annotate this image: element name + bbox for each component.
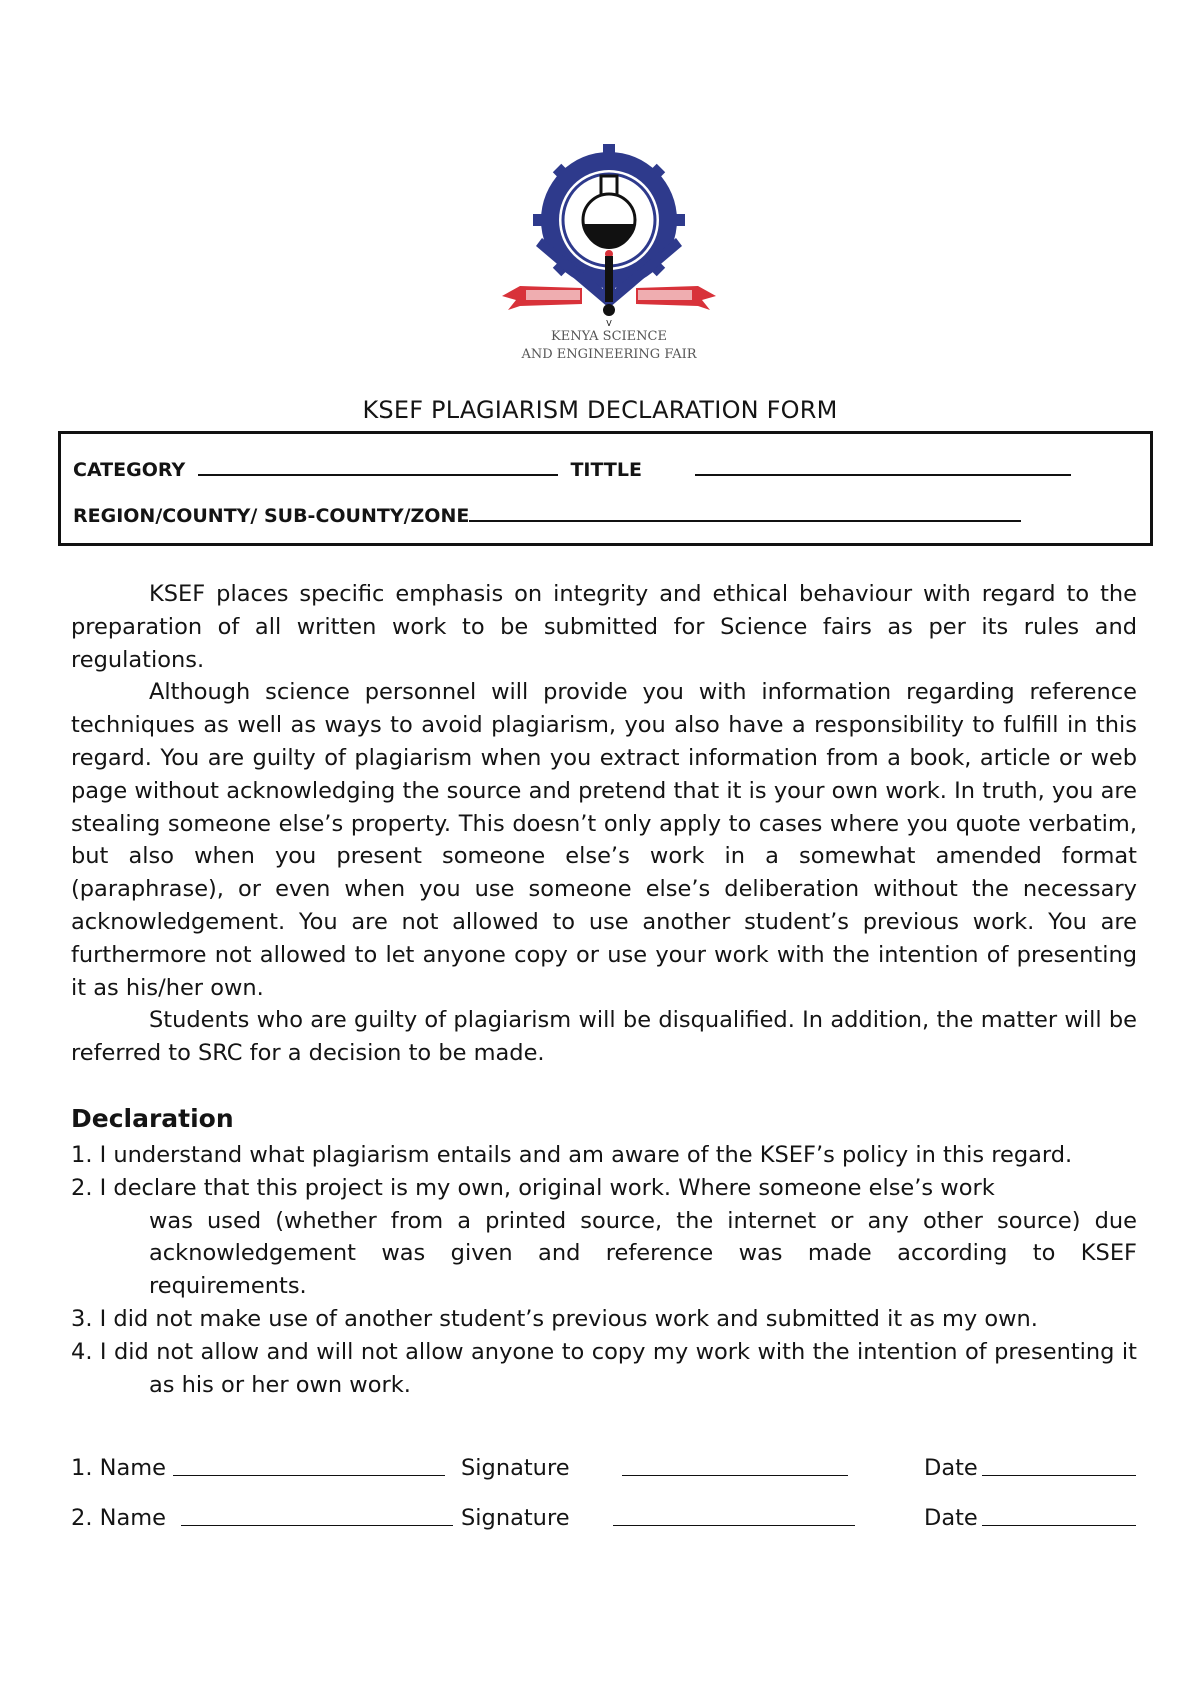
name-input-line-2[interactable] [181, 1505, 453, 1526]
ksef-logo [496, 138, 722, 366]
title-label: TITTLE [570, 459, 642, 481]
declaration-item-4: 4. I did not allow and will not allow anyone to copy my work with the intention of presenting it as his or her own work. [71, 1338, 1137, 1398]
declaration-item-2-first: 2. I declare that this project is my own, original work. Where someone else’s work [71, 1174, 995, 1201]
paragraph-1: KSEF places specific emphasis on integrity and ethical behaviour with regard to the preparation of all written work to be submitted for Science fairs as per its rules and regulations. [71, 581, 1137, 673]
date-label-2: Date [924, 1505, 978, 1531]
signature-input-line-1[interactable] [622, 1455, 848, 1476]
region-label: REGION/COUNTY/ SUB-COUNTY/ZONE [73, 505, 470, 527]
form-title: KSEF PLAGIARISM DECLARATION FORM [362, 396, 838, 424]
signature-label-1: Signature [461, 1455, 570, 1481]
info-box [58, 431, 1153, 546]
paragraph-3: Students who are guilty of plagiarism will be disqualified. In addition, the matter will be referred to SRC for a decision to be made. [71, 1007, 1137, 1067]
declaration-item-2-rest: was used (whether from a printed source, the internet or any other source) due acknowledgement was given and reference was made according to KSEF requirements. [149, 1207, 1137, 1300]
category-title-row [73, 456, 1071, 481]
category-label: CATEGORY [73, 459, 186, 481]
date-input-line-2[interactable] [982, 1505, 1136, 1526]
paragraph-2: Although science personnel will provide you with information regarding reference techniques as well as ways to avoid plagiarism, you also have a responsibility to fulfill in this regard. You are guilty of plagiarism when you extract information from a book, article or web page without acknowledging the source and pretend that it is your own work. In truth, you are stealing someone else’s property. This doesn’t only apply to cases where you quote verbatim, but also when you present someone else’s work in a somewhat amended format (paraphrase), or even when you use someone else’s deliberation without the necessary acknowledgement. You are not allowed to use another student’s previous work. You are furthermore not allowed to let anyone copy or use your work with the intention of presenting it as his/her own. [71, 679, 1137, 1001]
svg-text:ᐯ: ᐯ [606, 319, 612, 328]
declaration-item-3: 3. I did not make use of another student’s previous work and submitted it as my own. [71, 1305, 1038, 1332]
name-label-2: 2. Name [71, 1505, 166, 1531]
declaration-item-2 [71, 1172, 1137, 1303]
title-input-line[interactable] [695, 456, 1071, 476]
ksef-emblem [496, 138, 722, 366]
category-input-line[interactable] [198, 456, 558, 476]
declaration-item-1: 1. I understand what plagiarism entails and am aware of the KSEF’s policy in this regard. [71, 1142, 1073, 1168]
logo-text-line2: AND ENGINEERING FAIR [521, 347, 697, 362]
signature-input-line-2[interactable] [613, 1505, 855, 1526]
date-label-1: Date [924, 1455, 978, 1481]
date-input-line-1[interactable] [982, 1455, 1136, 1476]
name-label-1: 1. Name [71, 1455, 166, 1481]
declaration-list [71, 1139, 1137, 1401]
region-row [73, 502, 1021, 527]
policy-text [71, 578, 1137, 1070]
logo-text-line1: KENYA SCIENCE [551, 329, 667, 344]
signature-label-2: Signature [461, 1505, 570, 1531]
region-input-line[interactable] [469, 502, 1021, 522]
name-input-line-1[interactable] [173, 1455, 445, 1476]
declaration-heading: Declaration [71, 1104, 234, 1133]
